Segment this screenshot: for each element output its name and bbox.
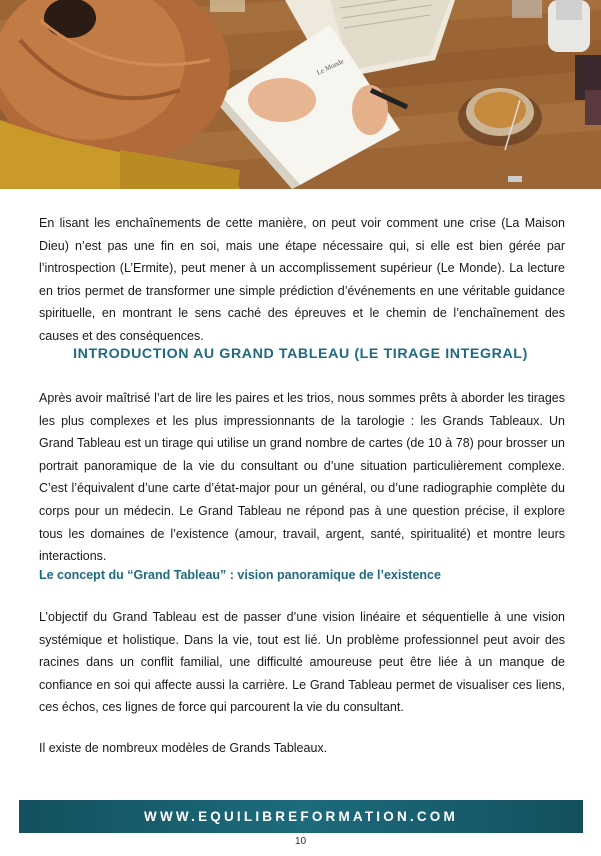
hero-photo	[0, 0, 601, 189]
footer-website-link[interactable]: WWW.EQUILIBREFORMATION.COM	[144, 809, 458, 824]
svg-text:Le Monde: Le Monde	[315, 57, 346, 77]
paragraph-intro-trios: En lisant les enchaînements de cette manière, on peut voir comment une crise (La Maison Dieu) n’est pas une fin en soi, mais une étape nécessaire qui, si elle est bien gérée par l’introspection (L’Ermite), peut mener à un accomplissement supérieur (Le Monde). La lecture en trios permet de transformer une simple prédiction d’événements en une véritable guidance spirituelle, en montrant le sens caché des épreuves et le chemin de l’enchaînement des causes et des conséquences.	[39, 216, 565, 343]
paragraph-models: Il existe de nombreux modèles de Grands Tableaux.	[39, 741, 328, 755]
page-number: 10	[294, 836, 307, 847]
footer-band	[19, 800, 583, 833]
subsection-heading: Le concept du “Grand Tableau” : vision panoramique de l’existence	[39, 568, 441, 582]
photo-woman-writing-icon	[0, 0, 601, 189]
section-heading: INTRODUCTION AU GRAND TABLEAU (LE TIRAGE INTEGRAL)	[73, 346, 528, 362]
paragraph-objective: L’objectif du Grand Tableau est de passer d’une vision linéaire et séquentielle à une vision systémique et holistique. Dans la vie, tout est lié. Un problème professionnel peut avoir des racines dans un conflit familial, une difficulté amoureuse peut être liée à un manque de confiance en soi qui affecte aussi la carrière. Le Grand Tableau permet de visualiser ces liens, ces échos, ces lignes de force qui parcourent la vie du consultant.	[39, 610, 565, 715]
paragraph-grand-tableau: Après avoir maîtrisé l’art de lire les paires et les trios, nous sommes prêts à aborder les tirages les plus complexes et les plus impressionnants de la tarologie : les Grands Tableaux. Un Grand Tableau est un tirage qui utilise un grand nombre de cartes (de 10 à 78) pour brosser un portrait panoramique de la vie du consultant ou d’une situation particulièrement complexe. C’est l’équivalent d’une carte d’état-major pour un général, ou d’une radiographie complète du corps pour un médecin. Le Grand Tableau ne répond pas à une question précise, il explore tous les domaines de l’existence (amour, travail, argent, santé, spiritualité) et montre leurs interactions.	[39, 391, 565, 564]
